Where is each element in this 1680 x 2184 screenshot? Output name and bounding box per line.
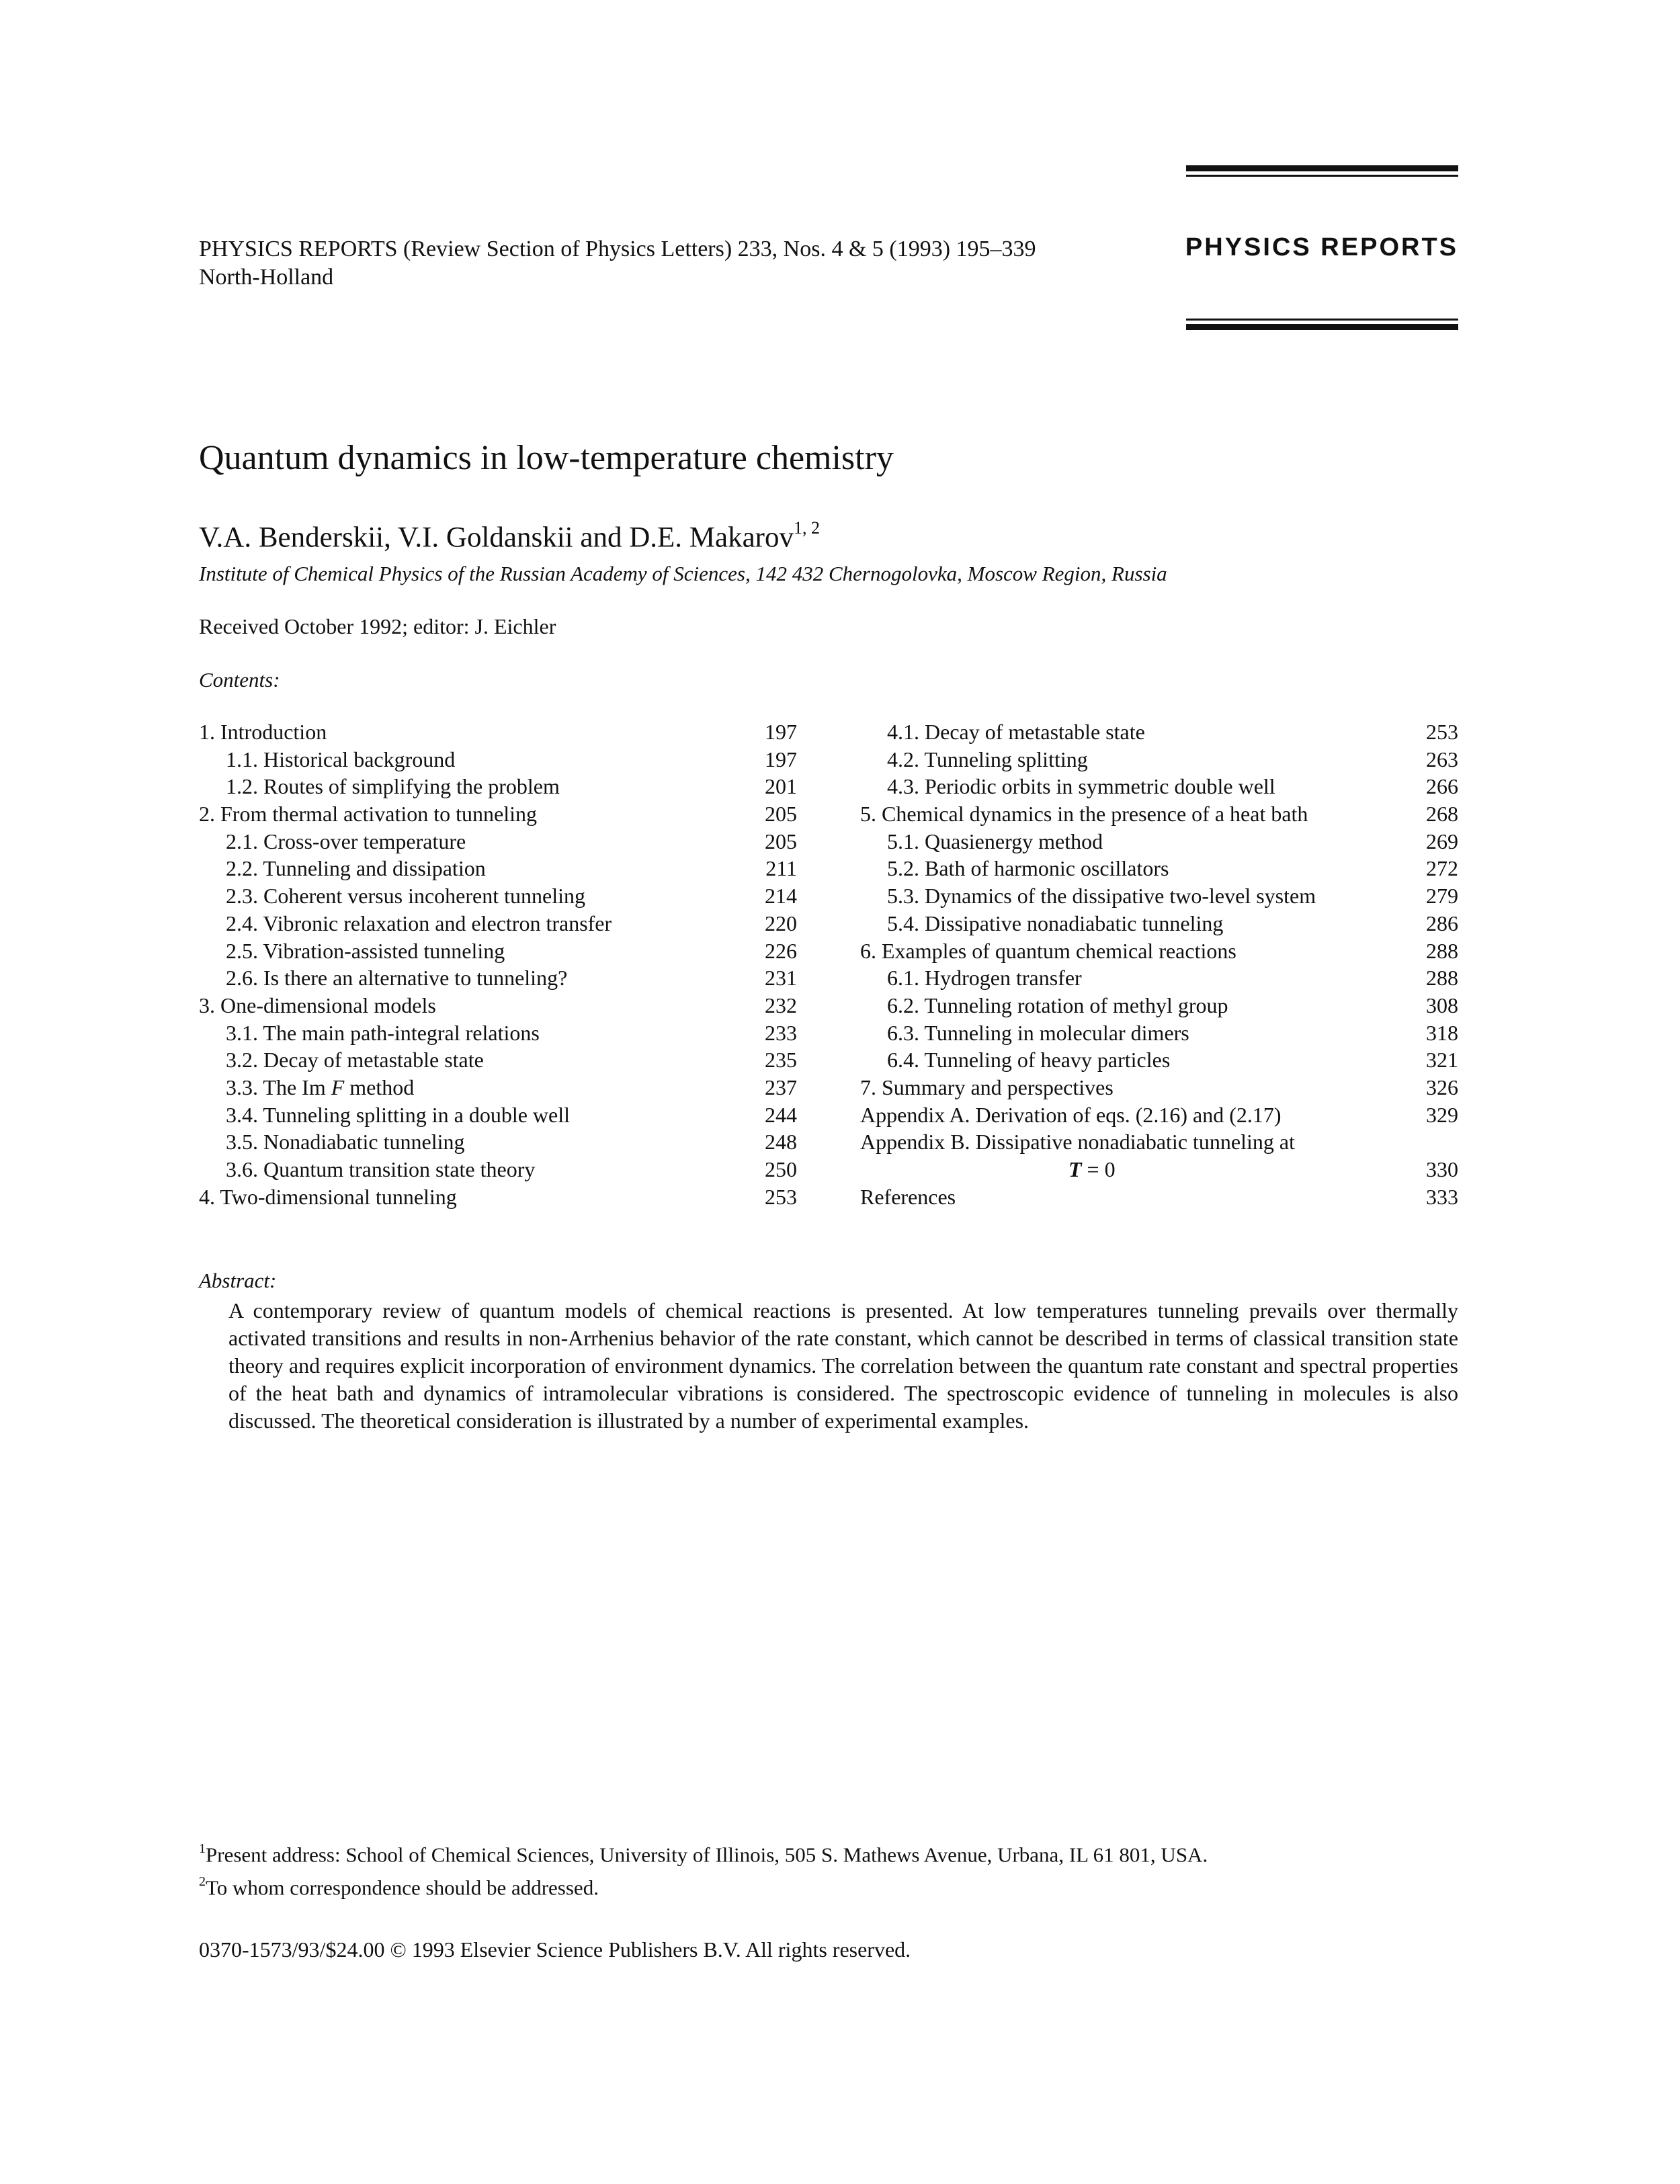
toc-entry (199, 828, 797, 855)
toc-entry (860, 882, 1458, 910)
toc-entry (860, 746, 1458, 773)
toc-entry-label: 3. One-dimensional models (199, 993, 436, 1017)
toc-entry (860, 800, 1458, 828)
toc-entry (860, 937, 1458, 965)
toc-entry (199, 1101, 797, 1129)
toc-entry-page: 250 (765, 1157, 797, 1181)
toc-entry-label: 7. Summary and perspectives (860, 1075, 1114, 1099)
toc-entry-label: 3.6. Quantum transition state theory (226, 1157, 536, 1181)
toc-entry (199, 1156, 797, 1183)
toc-entry-label: 4.1. Decay of metastable state (887, 720, 1145, 744)
toc-entry-label (226, 1074, 414, 1101)
toc-entry-page: 211 (765, 856, 797, 881)
toc-entry (860, 964, 1458, 992)
toc-entry-page: 237 (765, 1075, 797, 1099)
affiliation: Institute of Chemical Physics of the Russian Academy of Sciences, 142 432 Chernogolovka, Moscow Region, Russia (199, 562, 1167, 585)
toc-entry-label: 3.5. Nonadiabatic tunneling (226, 1130, 465, 1154)
toc-entry-label: 6.3. Tunneling in molecular dimers (887, 1020, 1189, 1045)
toc-entry-label: 2. From thermal activation to tunneling (199, 802, 538, 827)
toc-entry-page: 269 (1426, 829, 1458, 853)
toc-entry (860, 910, 1458, 937)
toc-entry (860, 1074, 1458, 1101)
toc-entry-label-variable: F (331, 1075, 345, 1099)
toc-entry (860, 1101, 1458, 1129)
author-names: V.A. Benderskii, V.I. Goldanskii and D.E. Makarov (199, 521, 794, 554)
toc-entry (199, 718, 797, 746)
header-rule-bottom (1186, 319, 1458, 330)
toc-entry-page: 201 (765, 774, 797, 799)
journal-citation-line: PHYSICS REPORTS (Review Section of Physics Letters) 233, Nos. 4 & 5 (1993) 195–339 (199, 237, 1036, 261)
toc-entry (199, 1019, 797, 1047)
toc-entry-label: 6. Examples of quantum chemical reactions (860, 938, 1236, 963)
toc-entry-page: 244 (765, 1102, 797, 1127)
toc-entry (199, 910, 797, 937)
toc-entry-label: 2.1. Cross-over temperature (226, 829, 466, 853)
toc-entry-label-variable: T (1068, 1157, 1082, 1181)
toc-entry-page: 268 (1426, 802, 1458, 827)
header-rule-top (1186, 165, 1458, 177)
toc-entry-label: 4. Two-dimensional tunneling (199, 1184, 457, 1209)
toc-entry-page: 253 (1426, 720, 1458, 744)
toc-entry (860, 1183, 1458, 1211)
toc-entry (860, 1046, 1458, 1074)
footnote-mark: 2 (199, 1874, 206, 1890)
toc-entry-page: 330 (1426, 1157, 1458, 1181)
toc-entry-label-text: 3.3. The Im (226, 1075, 331, 1099)
contents-label: Contents: (199, 668, 280, 691)
toc-entry (199, 882, 797, 910)
received-line: Received October 1992; editor: J. Eichler (199, 614, 556, 638)
toc-entry-page: 286 (1426, 911, 1458, 935)
toc-right-column (860, 718, 1458, 1210)
publisher-line: North-Holland (199, 265, 334, 290)
toc-entry-page: 329 (1426, 1102, 1458, 1127)
toc-entry-label: 3.2. Decay of metastable state (226, 1048, 484, 1073)
journal-brand: PHYSICS REPORTS (1185, 233, 1458, 261)
toc-entry-page: 288 (1426, 966, 1458, 991)
toc-entry (199, 773, 797, 800)
toc-entry-label: 1. Introduction (199, 720, 327, 744)
toc-entry-page: 333 (1426, 1184, 1458, 1209)
toc-entry-page: 308 (1426, 993, 1458, 1017)
toc-entry-page: 197 (765, 720, 797, 744)
toc-entry (199, 1128, 797, 1156)
footnote (199, 1836, 1208, 1869)
toc-entry (199, 964, 797, 992)
toc-entry-label: 5.2. Bath of harmonic oscillators (887, 856, 1169, 881)
toc-entry-page: 220 (765, 911, 797, 935)
toc-entry-page: 263 (1426, 747, 1458, 771)
toc-entry-page: 233 (765, 1020, 797, 1045)
toc-entry (860, 773, 1458, 800)
toc-entry (860, 1156, 1458, 1183)
toc-entry-page: 321 (1426, 1048, 1458, 1073)
toc-entry-label: 2.4. Vibronic relaxation and electron transfer (226, 911, 612, 935)
toc-entry (199, 992, 797, 1019)
toc-entry-label: 5. Chemical dynamics in the presence of a heat bath (860, 802, 1308, 827)
toc-entry-label: References (860, 1184, 956, 1209)
author-footnote-marks: 1, 2 (794, 518, 821, 538)
toc-entry (860, 855, 1458, 882)
toc-entry (860, 1128, 1458, 1156)
footnote-mark: 1 (199, 1841, 206, 1856)
toc-entry-label: 2.3. Coherent versus incoherent tunneling (226, 884, 585, 909)
toc-entry-page: 326 (1426, 1075, 1458, 1099)
toc-entry-label: 1.2. Routes of simplifying the problem (226, 774, 560, 799)
toc-entry-page: 288 (1426, 938, 1458, 963)
footnote-text: To whom correspondence should be addressed. (206, 1876, 599, 1900)
toc-entry (199, 937, 797, 965)
toc-entry-label: 2.6. Is there an alternative to tunneling? (226, 966, 568, 991)
toc-entry (199, 800, 797, 828)
toc-entry-label-text: = 0 (1081, 1157, 1116, 1181)
toc-entry-label (1068, 1156, 1116, 1183)
toc-entry (199, 855, 797, 882)
toc-entry-label: 6.2. Tunneling rotation of methyl group (887, 993, 1228, 1017)
toc-entry-label: 3.4. Tunneling splitting in a double well (226, 1102, 571, 1127)
toc-entry-page: 266 (1426, 774, 1458, 799)
toc-entry-label: 5.3. Dynamics of the dissipative two-level system (887, 884, 1316, 909)
footnote-text: Present address: School of Chemical Sciences, University of Illinois, 505 S. Mathews Avenue, Urbana, IL 61 801, USA. (206, 1843, 1208, 1867)
toc-entry-page: 248 (765, 1130, 797, 1154)
toc-entry (199, 1183, 797, 1211)
toc-entry-page: 235 (765, 1048, 797, 1073)
abstract-label: Abstract: (199, 1269, 277, 1292)
toc-entry-label: Appendix B. Dissipative nonadiabatic tunneling at (860, 1130, 1295, 1154)
toc-entry (860, 828, 1458, 855)
toc-entry-page: 205 (765, 829, 797, 853)
toc-entry (860, 992, 1458, 1019)
toc-entry-label: 1.1. Historical background (226, 747, 456, 771)
toc-entry-page: 205 (765, 802, 797, 827)
copyright-line: 0370-1573/93/$24.00 © 1993 Elsevier Science Publishers B.V. All rights reserved. (199, 1937, 911, 1962)
toc-entry (199, 1074, 797, 1101)
toc-entry-label: 2.2. Tunneling and dissipation (226, 856, 486, 881)
journal-citation (199, 235, 1036, 292)
abstract-text: A contemporary review of quantum models of chemical reactions is presented. At low temperatures tunneling prevails over thermally activated transitions and results in non-Arrhenius behavior of the rate constant, which cannot be described in terms of classical transition state theory and requires explicit incorporation of environment dynamics. The correlation between the quantum rate constant and spectral properties of the heat bath and dynamics of intramolecular vibrations is considered. The spectroscopic evidence of tunneling in molecules is also discussed. The theoretical consideration is illustrated by a number of experimental examples. (228, 1298, 1458, 1433)
toc-entry-page: 214 (765, 884, 797, 909)
toc-entry-page: 197 (765, 747, 797, 771)
toc-entry-page: 232 (765, 993, 797, 1017)
toc-entry-page: 253 (765, 1184, 797, 1209)
authors (199, 513, 820, 555)
toc-entry-label: 4.2. Tunneling splitting (887, 747, 1088, 771)
toc-entry-page: 226 (765, 938, 797, 963)
toc-entry (199, 746, 797, 773)
toc-entry-page: 279 (1426, 884, 1458, 909)
toc-entry (860, 718, 1458, 746)
toc-left-column (199, 718, 797, 1210)
toc-entry-label: 5.1. Quasienergy method (887, 829, 1103, 853)
toc-entry (860, 1019, 1458, 1047)
toc-entry-label: 3.1. The main path-integral relations (226, 1020, 540, 1045)
toc-entry (199, 1046, 797, 1074)
toc-entry-label: 5.4. Dissipative nonadiabatic tunneling (887, 911, 1224, 935)
footnotes (199, 1836, 1208, 1902)
toc-entry-label: 6.4. Tunneling of heavy particles (887, 1048, 1171, 1073)
toc-entry-label: Appendix A. Derivation of eqs. (2.16) and (2.17) (860, 1102, 1282, 1127)
toc-entry-label: 6.1. Hydrogen transfer (887, 966, 1082, 991)
article-title: Quantum dynamics in low-temperature chemistry (199, 439, 894, 477)
toc-entry-page: 318 (1426, 1020, 1458, 1045)
toc-entry-label-text: method (344, 1075, 415, 1099)
footnote (199, 1869, 1208, 1902)
toc-entry-label: 2.5. Vibration-assisted tunneling (226, 938, 505, 963)
toc-entry-page: 231 (765, 966, 797, 991)
toc-entry-page: 272 (1426, 856, 1458, 881)
toc-entry-label: 4.3. Periodic orbits in symmetric double well (887, 774, 1275, 799)
